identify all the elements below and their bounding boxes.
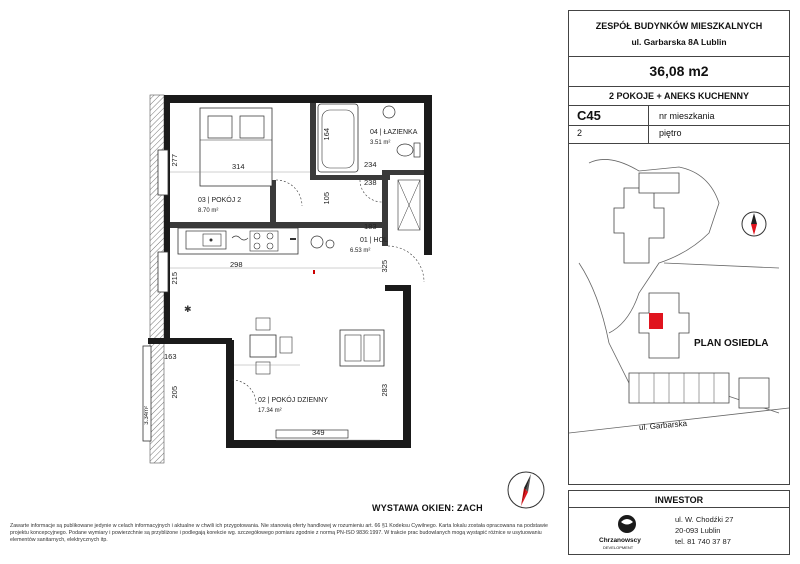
highlighted-building	[649, 313, 663, 329]
right-wall-lower	[403, 285, 411, 445]
toilet-icon	[397, 143, 420, 157]
dim-298: 298	[230, 260, 243, 269]
stove-icon	[250, 231, 278, 251]
site-plan	[569, 143, 789, 451]
site-compass-icon	[741, 211, 767, 237]
room-03-label: 03 | POKÓJ 2	[198, 197, 242, 204]
window	[158, 150, 168, 195]
balcony-wall	[226, 340, 234, 448]
compass-icon	[506, 470, 546, 510]
investor-address2: 20-093 Lublin	[675, 526, 721, 535]
bed-icon	[200, 108, 272, 186]
window	[158, 252, 168, 292]
balcony-window	[143, 346, 151, 441]
disclaimer: Zawarte informacje są publikowane jedynie w celach informacyjnych i aktualne w chwili ich przygotowania. Nie stanowią oferty handlowej w rozumieniu art. 66 §1 Kodeksu Cywilnego. Karta lokalu została opracowana na podstawie projektu koncepcyjnego. Podane wymiary i powierzchnie są przybliżone i podlegają korekcie wg. szczegółowego pomiaru zgodnie z normą PN-ISO 9836:1997. W trakcie prac budowlanych mogą wystąpić różnice w usytuowaniu elementów sanitarnych, elektrycznych itp.	[10, 523, 548, 543]
project-address: ul. Garbarska 8A Lublin	[631, 37, 727, 47]
investor-label: INWESTOR	[654, 495, 704, 505]
unit-number: C45	[577, 108, 601, 123]
logo-subtext: DEVELOPMENT	[603, 545, 634, 550]
investor-address1: ul. W. Chodźki 27	[675, 515, 734, 524]
room-04-label: 04 | ŁAZIENKA	[370, 129, 418, 136]
dim-105: 105	[322, 192, 331, 205]
door-swing	[276, 180, 302, 206]
dim-163: 163	[164, 352, 177, 361]
bottom-wall	[232, 440, 411, 448]
floor-label: piętro	[659, 128, 682, 138]
dim-283: 283	[380, 384, 389, 397]
right-wall-upper	[424, 95, 432, 255]
floor-plan	[128, 88, 438, 478]
dim-238: 238	[364, 178, 377, 187]
project-title: ZESPÓŁ BUDYNKÓW MIESZKALNYCH	[595, 21, 763, 31]
sofa-icon	[340, 330, 384, 366]
left-wall	[164, 103, 170, 343]
dim-205: 205	[170, 386, 179, 399]
site-plan-label: PLAN OSIEDLA	[694, 338, 769, 349]
dim-277: 277	[170, 154, 179, 167]
sink-icon	[186, 231, 226, 249]
street-label: ul. Garbarska	[638, 418, 688, 433]
room-01-label: 01 | HOL	[360, 237, 388, 244]
unit-area: 36,08 m2	[649, 63, 709, 79]
info-panel	[568, 10, 790, 485]
logo-text: Chrzanowscy	[599, 537, 641, 544]
top-wall	[164, 95, 432, 103]
dim-314: 314	[232, 162, 245, 171]
svg-text:✱: ✱	[184, 304, 192, 314]
room-01-area: 6.53 m²	[350, 248, 371, 254]
unit-number-label: nr mieszkania	[659, 111, 715, 121]
investor-phone: tel. 81 740 37 87	[675, 537, 731, 546]
bathroom-wall	[310, 103, 316, 175]
dim-349: 349	[312, 428, 325, 437]
washbasin-icon	[383, 106, 395, 118]
dim-183: 183	[364, 222, 377, 231]
room-03-area: 8.70 m²	[198, 208, 219, 214]
room-02-label: 02 | POKÓJ DZIENNY	[258, 397, 328, 404]
kitchen-wall	[170, 222, 382, 228]
dining-table-icon	[250, 318, 292, 374]
balcony-area: 3.34m²	[144, 406, 150, 425]
window-orientation: WYSTAWA OKIEN: ZACH	[372, 503, 483, 513]
dim-325: 325	[380, 260, 389, 273]
unit-rooms: 2 POKOJE + ANEKS KUCHENNY	[609, 91, 749, 101]
dim-234: 234	[364, 160, 377, 169]
dim-164: 164	[322, 128, 331, 141]
room-02-area: 17.34 m²	[258, 408, 282, 414]
dim-215: 215	[170, 272, 179, 285]
investor-panel	[568, 490, 790, 555]
floor-number: 2	[577, 128, 583, 138]
room-04-area: 3.51 m²	[370, 140, 391, 146]
